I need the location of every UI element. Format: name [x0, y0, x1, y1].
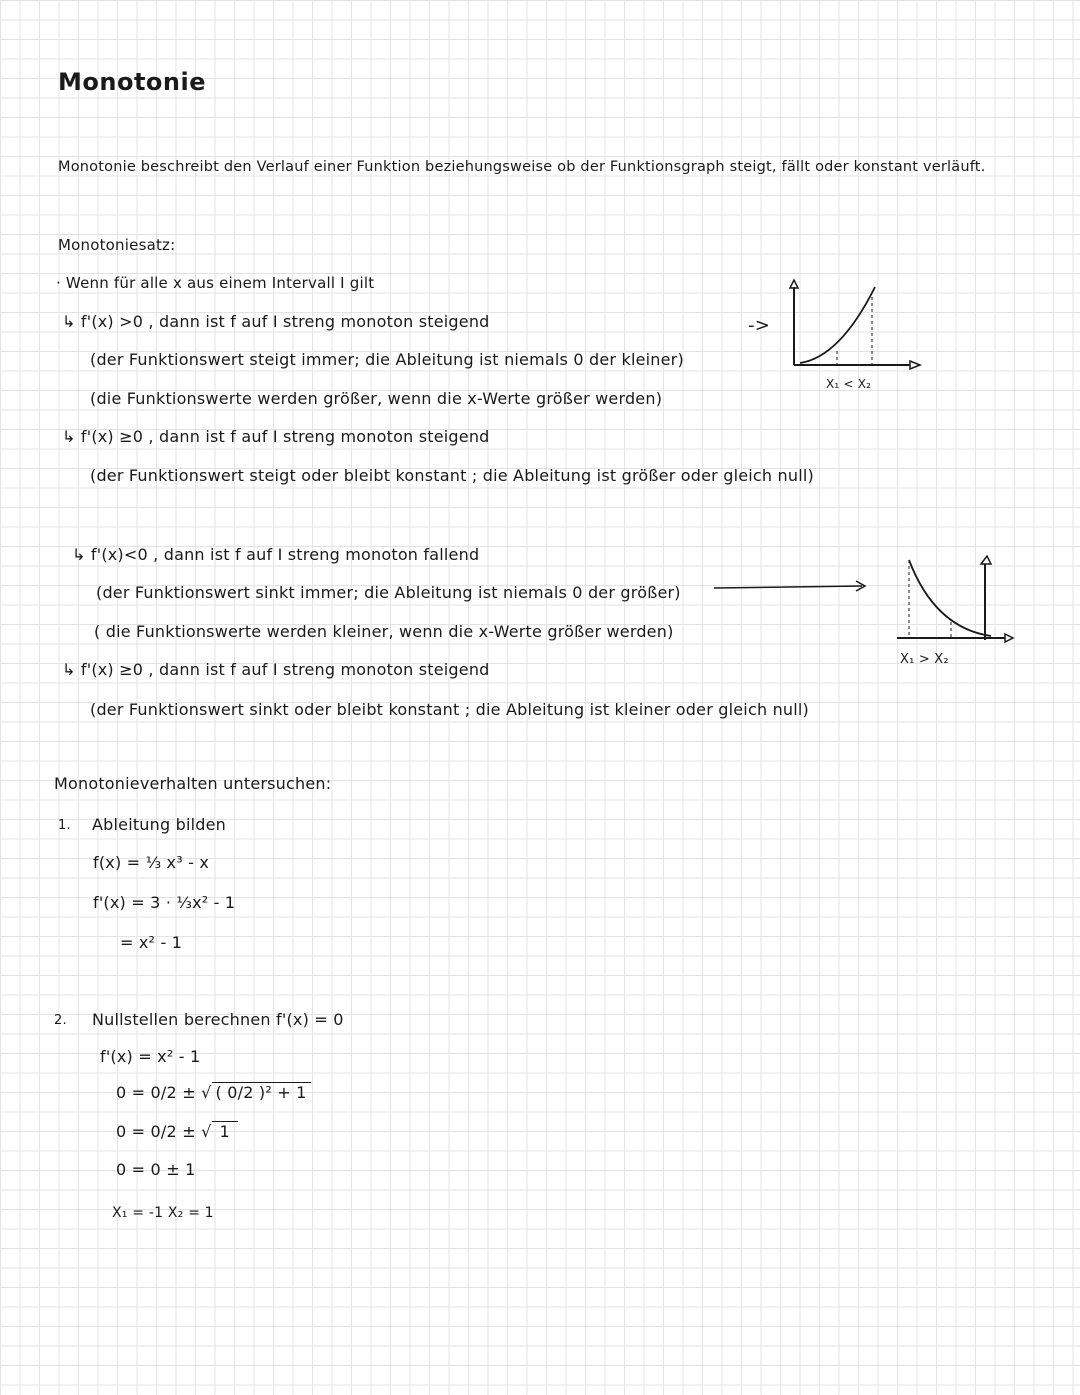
step2-line3-radicand: 1 — [212, 1121, 238, 1141]
step2-line3 — [116, 1122, 238, 1142]
rising-graph-label: X₁ < X₂ — [826, 377, 872, 391]
step1-number: 1. — [58, 818, 71, 833]
rising-arrow: -> — [748, 315, 770, 336]
step1-label: Ableitung bilden — [92, 815, 227, 834]
step2-line3-left: 0 = 0/2 ± — [116, 1122, 196, 1141]
rising-strict-note-1: (der Funktionswert steigt immer; die Ableitung ist niemals 0 der kleiner) — [90, 350, 684, 369]
step2-line4: 0 = 0 ± 1 — [116, 1160, 196, 1179]
rising-strict-rule: ↳ f'(x) >0 , dann ist f auf I streng monoton steigend — [62, 312, 490, 331]
step1-line1: f(x) = ⅓ x³ - x — [93, 853, 210, 872]
falling-graph-label: X₁ > X₂ — [900, 652, 949, 667]
falling-strict-note-1: (der Funktionswert sinkt immer; die Ableitung ist niemals 0 der größer) — [96, 583, 681, 602]
falling-strict-note-2: ( die Funktionswerte werden kleiner, wenn die x-Werte größer werden) — [94, 622, 674, 641]
step2-line2 — [116, 1083, 311, 1103]
rising-graph-sketch — [780, 275, 930, 385]
theorem-condition: · Wenn für alle x aus einem Intervall I gilt — [56, 274, 375, 292]
step2-line2-radicand: ( 0/2 )² + 1 — [212, 1082, 311, 1102]
page-title: Monotonie — [58, 68, 206, 96]
rising-weak-note: (der Funktionswert steigt oder bleibt konstant ; die Ableitung ist größer oder gleich null) — [90, 466, 814, 485]
step2-result: X₁ = -1 X₂ = 1 — [112, 1205, 214, 1221]
rising-graph-x-arrow — [910, 361, 920, 369]
falling-graph-x-arrow — [1005, 634, 1013, 642]
step2-line1: f'(x) = x² - 1 — [100, 1047, 201, 1066]
step2-line2-left: 0 = 0/2 ± — [116, 1083, 196, 1102]
rising-weak-rule: ↳ f'(x) ≥0 , dann ist f auf I streng monoton steigend — [62, 427, 490, 446]
square-root: √ 1 — [201, 1122, 238, 1142]
theorem-heading: Monotoniesatz: — [58, 236, 176, 254]
falling-weak-note: (der Funktionswert sinkt oder bleibt konstant ; die Ableitung ist kleiner oder gleich null) — [90, 700, 809, 719]
step2-number: 2. — [54, 1013, 67, 1028]
falling-arrow — [712, 578, 872, 598]
falling-graph-curve — [909, 560, 991, 636]
falling-graph-y-arrow — [981, 556, 991, 564]
step1-line2: f'(x) = 3 · ⅓x² - 1 — [93, 893, 236, 912]
falling-graph-sketch — [895, 550, 1045, 660]
square-root: √ ( 0/2 )² + 1 — [201, 1083, 310, 1103]
procedure-heading: Monotonieverhalten untersuchen: — [54, 774, 332, 793]
falling-weak-rule: ↳ f'(x) ≥0 , dann ist f auf I streng monoton steigend — [62, 660, 490, 679]
rising-strict-note-2: (die Funktionswerte werden größer, wenn die x-Werte größer werden) — [90, 389, 663, 408]
rising-graph-y-arrow — [790, 280, 798, 288]
step2-label: Nullstellen berechnen f'(x) = 0 — [92, 1010, 344, 1029]
step1-line3: = x² - 1 — [120, 933, 183, 952]
falling-strict-rule: ↳ f'(x)<0 , dann ist f auf I streng monoton fallend — [72, 545, 480, 564]
intro-text: Monotonie beschreibt den Verlauf einer Funktion beziehungsweise ob der Funktionsgraph steigt, fällt oder konstant verläuft. — [58, 159, 986, 175]
